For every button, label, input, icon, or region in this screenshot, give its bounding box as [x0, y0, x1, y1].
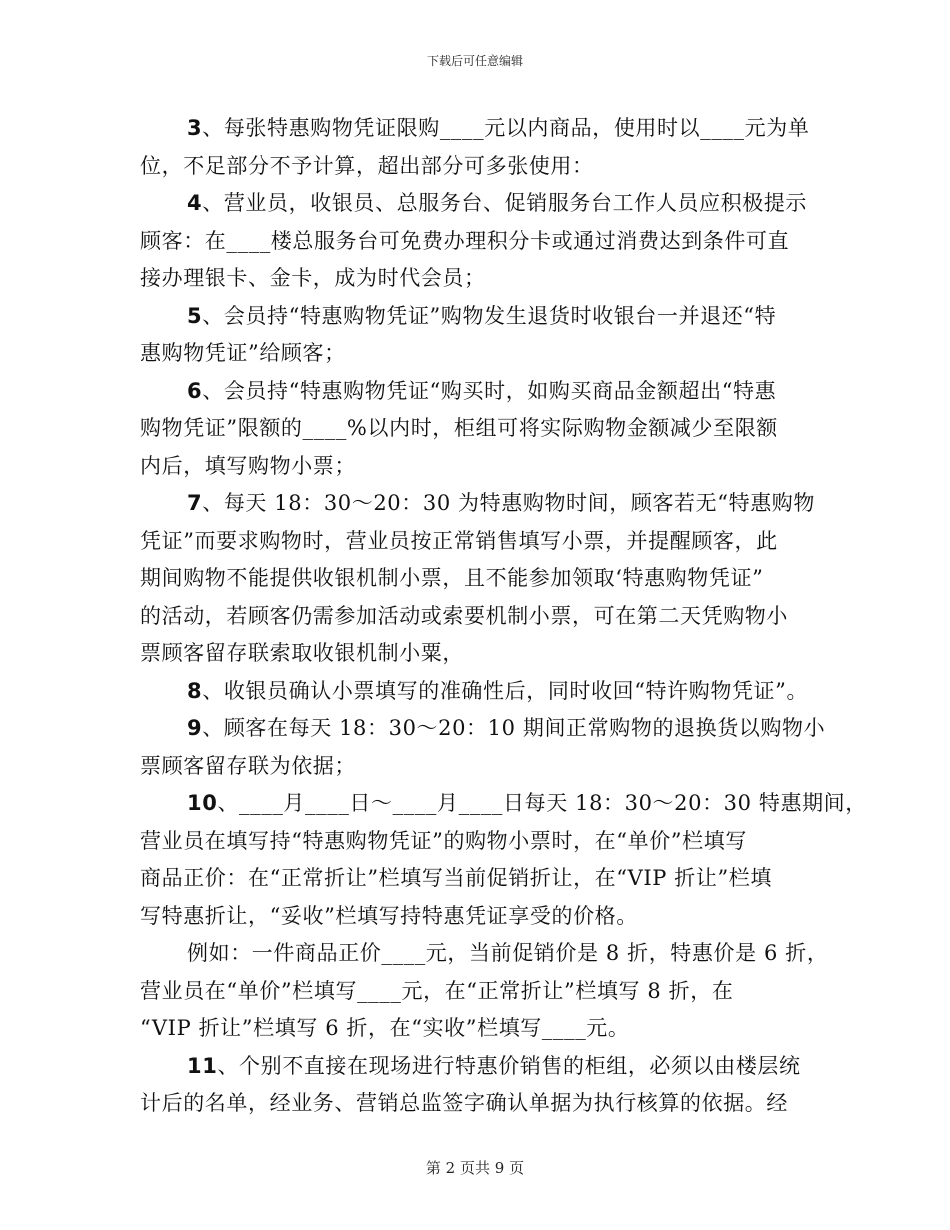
paragraph-line: “VIP 折让”栏填写 6 折，在“实收”栏填写____元。 [140, 1016, 630, 1040]
document-body [140, 110, 867, 1123]
page-header: 下载后可任意编辑 [426, 54, 523, 68]
item-number: 3 [187, 116, 203, 140]
paragraph-line: 接办理银卡、金卡，成为时代会员； [140, 266, 486, 290]
paragraph-line: 票顾客留存联为依据； [140, 753, 356, 778]
paragraph-line: 凭证”而要求购物时，营业员按正常销售填写小票，并提醒顾客，此 [140, 528, 778, 553]
paragraph-line: 购物凭证”限额的____%以内时，柜组可将实际购物金额减少至限额 [140, 416, 778, 440]
item-number: 5 [187, 303, 203, 328]
paragraph-line: 惠购物凭证”给顾客； [140, 341, 346, 365]
paragraph-line: 的活动，若顾客仍需参加活动或索要机制小票，可在第二天凭购物小 [140, 603, 788, 628]
paragraph-line: 营业员在“单价”栏填写____元，在“正常折让”栏填写 8 折，在 [140, 978, 734, 1003]
paragraph-10 [140, 785, 867, 935]
paragraph-8 [140, 673, 830, 711]
paragraph-text: 、个别不直接在现场进行特惠价销售的柜组，必须以由楼层统 [217, 1053, 801, 1078]
item-number: 9 [187, 716, 203, 740]
paragraph-text: 、____月____日～____月____日每天 18：30～20：30 特惠期间， [217, 791, 867, 815]
paragraph-line: 例如：一件商品正价____元，当前促销价是 8 折，特惠价是 6 折， [187, 941, 829, 965]
paragraph-line: 票顾客留存联索取收银机制小粟， [140, 641, 464, 665]
paragraph-text: 、每天 18：30～20：30 为特惠购物时间，顾客若无“特惠购物 [202, 491, 815, 515]
paragraph-6 [140, 373, 830, 486]
paragraph-text: 、会员持“特惠购物凭证“购买时，如购买商品金额超出“特惠 [202, 378, 777, 403]
paragraph-11 [140, 1048, 830, 1123]
paragraph-text: 、营业员，收银员、总服务台、促销服务台工作人员应积极提示 [202, 191, 808, 215]
item-number: 11 [187, 1053, 218, 1078]
page-footer: 第 2 页共 9 页 [425, 1159, 525, 1177]
paragraph-3 [140, 110, 830, 185]
paragraph-text: 、收银员确认小票填写的准确性后，同时收回“特许购物凭证”。 [202, 678, 809, 703]
paragraph-line: 位，不足部分不予计算，超出部分可多张使用： [140, 153, 594, 178]
paragraph-4 [140, 185, 830, 298]
paragraph-7 [140, 485, 830, 673]
paragraph-example [140, 935, 830, 1048]
paragraph-line: 顾客：在____楼总服务台可免费办理积分卡或通过消费达到条件可直 [140, 228, 790, 253]
paragraph-5 [140, 298, 830, 373]
paragraph-9 [140, 710, 830, 785]
item-number: 6 [187, 378, 203, 403]
paragraph-text: 、会员持“特惠购物凭证”购物发生退货时收银台一并退还“特 [202, 303, 777, 328]
item-number: 7 [187, 491, 203, 515]
paragraph-line: 商品正价：在“正常折让”栏填写当前促销折让，在“VIP 折让”栏填 [140, 866, 773, 890]
item-number: 4 [187, 191, 203, 215]
paragraph-line: 内后，填写购物小票； [140, 453, 356, 478]
item-number: 8 [187, 678, 203, 703]
item-number: 10 [187, 791, 218, 815]
paragraph-text: 、顾客在每天 18：30～20：10 期间正常购物的退换货以购物小 [202, 716, 826, 740]
paragraph-line: 营业员在填写持“特惠购物凭证”的购物小票时，在“单价”栏填写 [140, 828, 747, 853]
paragraph-line: 写特惠折让，“妥收”栏填写持特惠凭证享受的价格。 [140, 903, 638, 928]
paragraph-line: 计后的名单，经业务、营销总监签字确认单据为执行核算的依据。经 [140, 1091, 788, 1115]
paragraph-text: 、每张特惠购物凭证限购____元以内商品，使用时以____元为单 [202, 116, 810, 140]
paragraph-line: 期间购物不能提供收银机制小票，且不能参加领取‘特惠购物凭证” [140, 566, 764, 590]
